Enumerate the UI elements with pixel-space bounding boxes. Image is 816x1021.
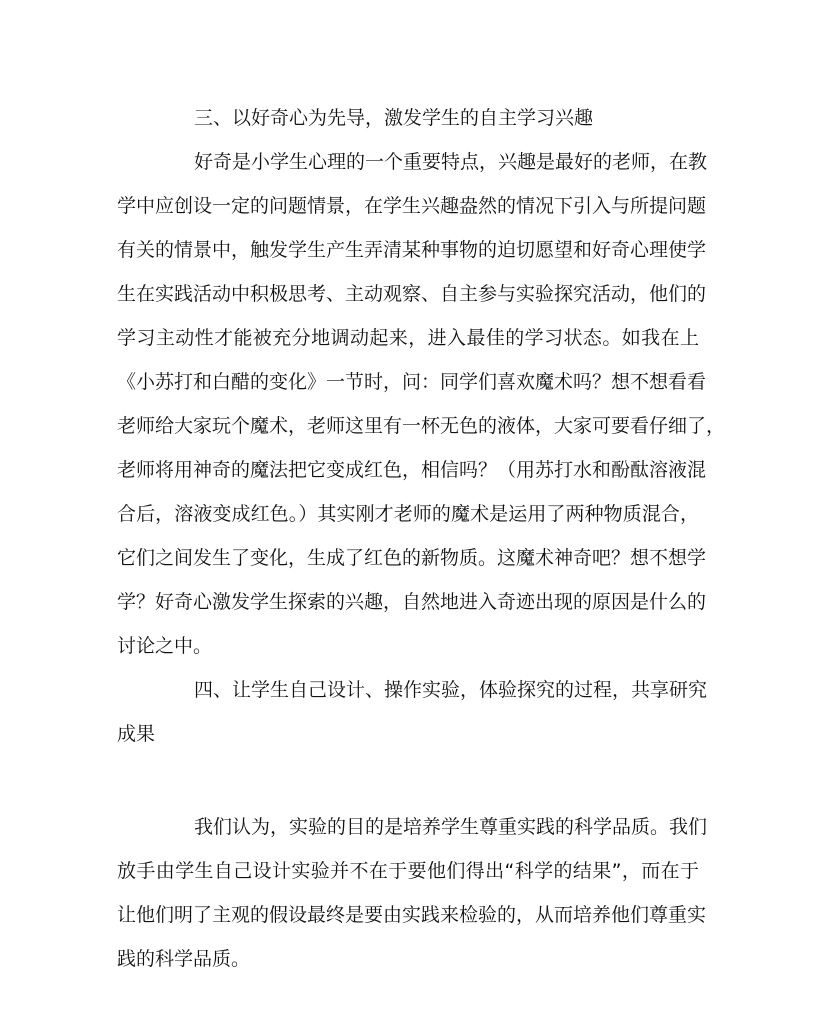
paragraph-line: 合后，溶液变成红色。）其实刚才老师的魔术是运用了两种物质混合， — [117, 503, 699, 525]
paragraph-line: 好奇是小学生心理的一个重要特点，兴趣是最好的老师，在教 — [194, 151, 708, 173]
paragraph-line: 有关的情景中，触发学生产生弄清某种事物的迫切愿望和好奇心理使学 — [117, 239, 707, 261]
section-heading-continuation: 成果 — [117, 723, 156, 745]
section-heading: 三、以好奇心为先导，激发学生的自主学习兴趣 — [194, 107, 594, 129]
paragraph-line: 放手由学生自己设计实验并不在于要他们得出“科学的结果”，而在于 — [117, 860, 699, 882]
paragraph-line: 《小苏打和白醋的变化》一节时，问：同学们喜欢魔术吗？想不想看看 — [117, 371, 707, 393]
paragraph-line: 学中应创设一定的问题情景，在学生兴趣盎然的情况下引入与所提问题 — [117, 195, 707, 217]
paragraph-line: 我们认为，实验的目的是培养学生尊重实践的科学品质。我们 — [194, 816, 708, 838]
paragraph-line: 讨论之中。 — [117, 635, 213, 657]
paragraph-line: 让他们明了主观的假设最终是要由实践来检验的，从而培养他们尊重实 — [117, 904, 707, 926]
paragraph-line: 老师给大家玩个魔术，老师这里有一杯无色的液体，大家可要看仔细了， — [117, 415, 726, 437]
paragraph-line: 学？好奇心激发学生探索的兴趣，自然地进入奇迹出现的原因是什么的 — [117, 591, 707, 613]
paragraph-line: 生在实践活动中积极思考、主动观察、自主参与实验探究活动，他们的 — [117, 283, 707, 305]
paragraph-line: 它们之间发生了变化，生成了红色的新物质。这魔术神奇吧？想不想学 — [117, 547, 707, 569]
paragraph-line: 践的科学品质。 — [117, 948, 251, 970]
paragraph-line: 学习主动性才能被充分地调动起来，进入最佳的学习状态。如我在上 — [117, 327, 699, 349]
section-heading: 四、让学生自己设计、操作实验，体验探究的过程，共享研究 — [194, 679, 708, 701]
paragraph-line: 老师将用神奇的魔法把它变成红色，相信吗？（用苏打水和酚酞溶液混 — [117, 459, 707, 481]
